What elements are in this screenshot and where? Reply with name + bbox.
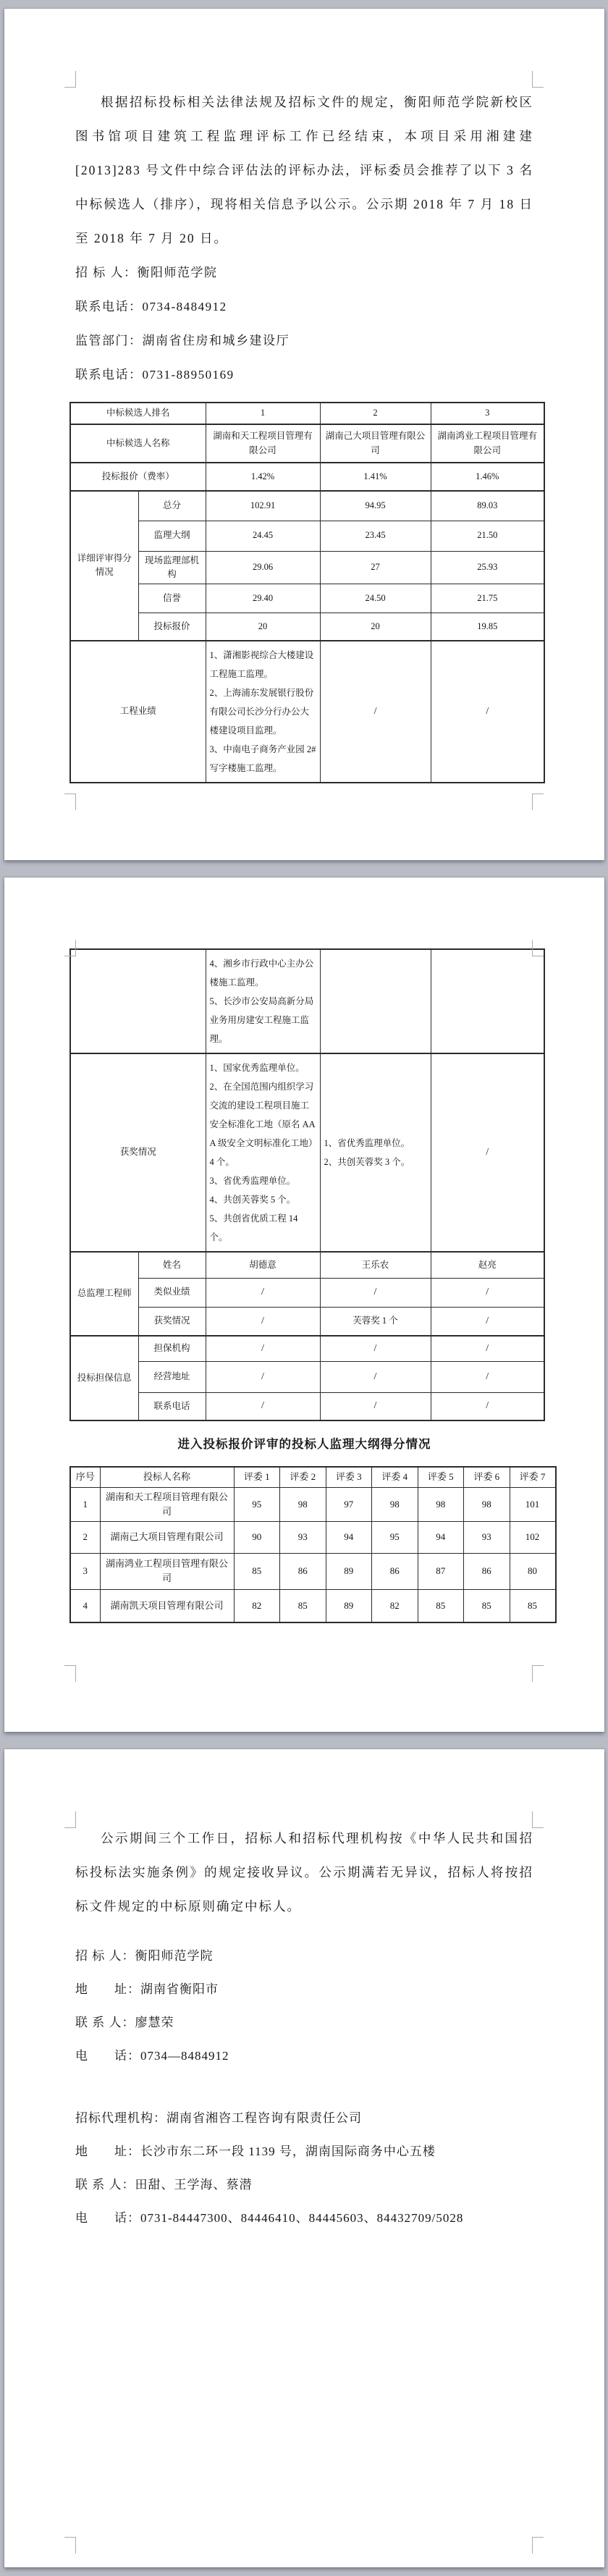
- row-label: 现场监理部机构: [138, 551, 206, 584]
- score-cell: 29.06: [206, 551, 320, 584]
- score-cell: 21.50: [431, 521, 544, 551]
- table-cell: /: [206, 1361, 320, 1392]
- row-label: 经营地址: [138, 1361, 206, 1392]
- score-cell: 27: [320, 551, 431, 584]
- score-cell: 85: [234, 1553, 280, 1589]
- info-line: 电 话：0731-84447300、84446410、84445603、84432709/5028: [75, 2211, 464, 2225]
- group-label: 总监理工程师: [70, 1252, 138, 1336]
- table-cell: 1.41%: [320, 463, 431, 491]
- table-cell: /: [206, 1278, 320, 1307]
- row-label: 获奖情况: [138, 1307, 206, 1336]
- info-line: 联 系 人：田甜、王学海、蔡潜: [75, 2178, 253, 2192]
- row-label: 中标候选人名称: [70, 424, 206, 463]
- cell-item: 4、共创芙蓉奖 5 个。: [209, 1195, 296, 1205]
- margin-mark-top-right: [532, 940, 544, 956]
- score-cell: 87: [418, 1553, 464, 1589]
- score-cell: 94: [326, 1521, 372, 1553]
- blank-line: [75, 2073, 533, 2102]
- score-cell: 82: [372, 1589, 418, 1622]
- table-cell: 3: [431, 403, 544, 424]
- performance-cell: [206, 641, 320, 783]
- score-cell: 102: [510, 1521, 556, 1553]
- column-header: 投标人名称: [100, 1467, 234, 1487]
- table-cell: /: [431, 1278, 544, 1307]
- table-cell: 1.46%: [431, 463, 544, 491]
- score-cell: 21.75: [431, 584, 544, 613]
- score-cell: 102.91: [206, 491, 320, 521]
- table-cell: /: [320, 1336, 431, 1361]
- table-cell: /: [431, 1336, 544, 1361]
- score-cell: 94: [418, 1521, 464, 1553]
- score-cell: 98: [418, 1487, 464, 1521]
- bidder-name-cell: 湖南鸿业工程项目管理有限公司: [100, 1553, 234, 1589]
- objection-paragraph: 公示期间三个工作日，招标人和招标代理机构按《中华人民共和国招标投标法实施条例》的规定接收异议。公示期满若无异议，招标人将按招标文件规定的中标原则确定中标人。: [75, 1831, 533, 1914]
- document-page-1: [4, 9, 604, 860]
- table-cell: 赵亮: [431, 1252, 544, 1278]
- column-header: 评委 2: [280, 1467, 326, 1487]
- bidder-name-cell: 湖南凯天项目管理有限公司: [100, 1589, 234, 1622]
- score-cell: 4: [70, 1589, 100, 1622]
- score-cell: 93: [464, 1521, 510, 1553]
- group-label: 投标担保信息: [70, 1336, 138, 1420]
- info-line: 地 址：长沙市东二环一段 1139 号，湖南国际商务中心五楼: [75, 2144, 436, 2158]
- margin-mark-bottom-left: [64, 1665, 76, 1682]
- column-header: 评委 1: [234, 1467, 280, 1487]
- row-label: [70, 949, 206, 1053]
- bidder-name-cell: 湖南己大项目管理有限公司: [100, 1521, 234, 1553]
- row-label: 中标候选人排名: [70, 403, 206, 424]
- award-cell: [320, 1053, 431, 1252]
- table-cell: /: [206, 1307, 320, 1336]
- score-cell: 98: [372, 1487, 418, 1521]
- table-cell: /: [206, 1336, 320, 1361]
- margin-mark-top-right: [532, 1811, 544, 1828]
- bidder-name-cell: 湖南和天工程项目管理有限公司: [100, 1487, 234, 1521]
- cell-item: 1、国家优秀监理单位。: [209, 1063, 305, 1073]
- score-cell: 2: [70, 1521, 100, 1553]
- score-cell: 80: [510, 1553, 556, 1589]
- cell-item: 1、省优秀监理单位。: [324, 1138, 410, 1148]
- score-cell: 89: [326, 1589, 372, 1622]
- info-line: 招 标 人：衡阳师范学院: [75, 1949, 214, 1963]
- column-header: 评委 7: [510, 1467, 556, 1487]
- score-cell: 20: [206, 613, 320, 641]
- candidate-table-continuation: [69, 948, 545, 1421]
- score-cell: 85: [418, 1589, 464, 1622]
- margin-mark-top-left: [64, 940, 76, 956]
- cell-item: 2、在全国范围内组织学习交流的建设工程项目施工安全标准化工地（原名 AAA 级安全文明标准化工地）4 个。: [209, 1082, 316, 1167]
- info-line: 招标代理机构：湖南省湘咨工程咨询有限责任公司: [75, 2111, 362, 2125]
- document-page-3: [4, 1749, 604, 2567]
- margin-mark-bottom-right: [532, 2537, 544, 2554]
- cell-item: 5、共创省优质工程 14 个。: [209, 1213, 298, 1242]
- candidate-name-cell: 湖南己大项目管理有限公司: [320, 424, 431, 463]
- margin-mark-bottom-right: [532, 1665, 544, 1682]
- score-cell: 90: [234, 1521, 280, 1553]
- candidate-name-cell: 湖南鸿业工程项目管理有限公司: [431, 424, 544, 463]
- cell-item: 4、湘乡市行政中心主办公楼施工监理。: [209, 959, 314, 988]
- row-label: 联系电话: [138, 1392, 206, 1420]
- table-cell: /: [320, 641, 431, 783]
- table-cell: /: [431, 641, 544, 783]
- candidate-name-cell: 湖南和天工程项目管理有限公司: [206, 424, 320, 463]
- margin-mark-bottom-left: [64, 2537, 76, 2554]
- row-label: 类似业绩: [138, 1278, 206, 1307]
- table-cell: 芙蓉奖 1 个: [320, 1307, 431, 1336]
- info-line: 联系电话：0731-88950169: [75, 368, 235, 382]
- score-cell: 85: [280, 1589, 326, 1622]
- table-cell: 王乐农: [320, 1252, 431, 1278]
- table-cell: /: [320, 1361, 431, 1392]
- award-cell: [206, 1053, 320, 1252]
- cell-item: 3、中南电子商务产业园 2#写字楼施工监理。: [209, 744, 316, 773]
- row-label: 工程业绩: [70, 641, 206, 783]
- cell-item: 2、上海浦东发展银行股份有限公司长沙分行办公大楼建设项目监理。: [209, 687, 314, 736]
- score-cell: 25.93: [431, 551, 544, 584]
- score-cell: 86: [372, 1553, 418, 1589]
- margin-mark-top-left: [64, 71, 76, 88]
- column-header: 序号: [70, 1467, 100, 1487]
- score-cell: 93: [280, 1521, 326, 1553]
- row-label: 姓名: [138, 1252, 206, 1278]
- row-label: 担保机构: [138, 1336, 206, 1361]
- agency-contact-lines: [75, 2102, 533, 2235]
- score-cell: 29.40: [206, 584, 320, 613]
- score-cell: 86: [280, 1553, 326, 1589]
- row-label: 获奖情况: [70, 1053, 206, 1252]
- info-line: 招 标 人：衡阳师范学院: [75, 266, 218, 279]
- margin-mark-bottom-left: [64, 794, 76, 810]
- table-cell: 胡德意: [206, 1252, 320, 1278]
- table-cell: /: [431, 1307, 544, 1336]
- row-label: 总分: [138, 491, 206, 521]
- score-cell: 98: [464, 1487, 510, 1521]
- table-cell: /: [431, 1361, 544, 1392]
- column-header: 评委 4: [372, 1467, 418, 1487]
- table-cell: 2: [320, 403, 431, 424]
- score-cell: 89.03: [431, 491, 544, 521]
- score-cell: 94.95: [320, 491, 431, 521]
- score-cell: 23.45: [320, 521, 431, 551]
- score-cell: 82: [234, 1589, 280, 1622]
- table-cell: [320, 949, 431, 1053]
- column-header: 评委 6: [464, 1467, 510, 1487]
- table-cell: 1.42%: [206, 463, 320, 491]
- table-cell: /: [431, 1392, 544, 1420]
- row-label: 投标报价: [138, 613, 206, 641]
- column-header: 评委 5: [418, 1467, 464, 1487]
- margin-mark-top-right: [532, 71, 544, 88]
- margin-mark-top-left: [64, 1811, 76, 1828]
- table-cell: /: [320, 1278, 431, 1307]
- table-cell: 1: [206, 403, 320, 424]
- info-line: 联 系 人：廖慧荣: [75, 2016, 174, 2029]
- cell-item: 5、长沙市公安局高新分局业务用房建安工程施工监理。: [209, 996, 314, 1044]
- announcement-paragraph: 根据招标投标相关法律法规及招标文件的规定，衡阳师范学院新校区图书馆项目建筑工程监理评标工作已经结束，本项目采用湘建建[2013]283 号文件中综合评估法的评标办法，评标委员会推荐了以下 3 名中标候选人（排序），现将相关信息予以公示。公示期 2018 年 7 月 18 日至 2018 年 7 月 20 日。: [75, 95, 533, 245]
- scores-table-heading: 进入投标报价评审的投标人监理大纲得分情况: [177, 1437, 431, 1451]
- column-header: 评委 3: [326, 1467, 372, 1487]
- row-label: 监理大纲: [138, 521, 206, 551]
- score-cell: 3: [70, 1553, 100, 1589]
- cell-item: 1、潇湘影视综合大楼建设工程施工监理。: [209, 649, 314, 679]
- table-cell: [431, 949, 544, 1053]
- candidate-table: [69, 402, 545, 783]
- group-label: 详细评审得分情况: [70, 491, 138, 641]
- score-cell: 85: [510, 1589, 556, 1622]
- score-cell: 19.85: [431, 613, 544, 641]
- score-cell: 86: [464, 1553, 510, 1589]
- table-cell: /: [206, 1392, 320, 1420]
- score-cell: 20: [320, 613, 431, 641]
- score-cell: 1: [70, 1487, 100, 1521]
- info-line: 电 话：0734—8484912: [75, 2049, 229, 2063]
- table-cell: /: [431, 1053, 544, 1252]
- score-cell: 24.45: [206, 521, 320, 551]
- score-cell: 89: [326, 1553, 372, 1589]
- info-line: 联系电话：0734-8484912: [75, 300, 227, 313]
- row-label: 投标报价（费率）: [70, 463, 206, 491]
- row-label: 信誉: [138, 584, 206, 613]
- info-line: 监管部门：湖南省住房和城乡建设厅: [75, 334, 290, 348]
- tenderer-contact-lines: [75, 1940, 533, 2073]
- performance-cell: [206, 949, 320, 1053]
- cell-item: 3、省优秀监理单位。: [209, 1176, 296, 1186]
- cell-item: 2、共创芙蓉奖 3 个。: [324, 1157, 410, 1167]
- document-page-2: [4, 877, 604, 1732]
- score-cell: 98: [280, 1487, 326, 1521]
- score-cell: 95: [372, 1521, 418, 1553]
- tenderer-info-lines: [75, 256, 533, 392]
- score-cell: 85: [464, 1589, 510, 1622]
- score-cell: 101: [510, 1487, 556, 1521]
- score-cell: 24.50: [320, 584, 431, 613]
- score-cell: 95: [234, 1487, 280, 1521]
- score-cell: 97: [326, 1487, 372, 1521]
- table-cell: /: [320, 1392, 431, 1420]
- scores-table: [69, 1466, 557, 1623]
- info-line: 地 址：湖南省衡阳市: [75, 1982, 219, 1996]
- margin-mark-bottom-right: [532, 794, 544, 810]
